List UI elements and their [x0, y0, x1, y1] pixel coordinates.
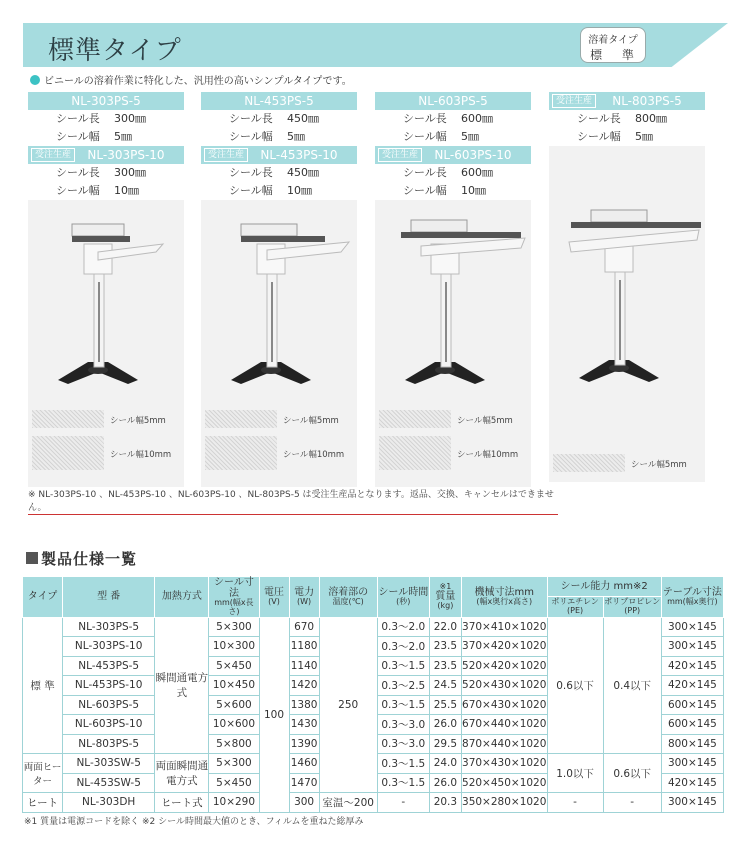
table-row	[23, 617, 724, 637]
cell-heating: 両面瞬間通電方式	[155, 754, 209, 793]
cell-type: ヒート	[23, 793, 63, 813]
spec-key: シール長	[229, 112, 273, 125]
cell-mass: 23.5	[429, 656, 461, 676]
square-icon	[26, 552, 38, 564]
cell-mass: 25.5	[429, 695, 461, 715]
cell-dims: 520×450×1020	[461, 773, 547, 793]
page-title: 標準タイプ	[48, 36, 182, 66]
cell-model: NL-453SW-5	[63, 773, 155, 793]
spec-value: 10㎜	[461, 184, 486, 197]
model-name: NL-303PS-10	[87, 148, 165, 162]
cell-mass: 23.5	[429, 637, 461, 657]
cell-type: 両面ヒーター	[23, 754, 63, 793]
cell-seal: 10×450	[209, 676, 259, 696]
cell-power: 1180	[289, 637, 319, 657]
spec-row	[201, 182, 357, 200]
intro-text	[30, 72, 352, 87]
spec-value: 10㎜	[287, 184, 312, 197]
cell-voltage: 100	[259, 617, 289, 812]
th-unit: (kg)	[437, 601, 454, 611]
spec-row	[28, 128, 184, 146]
cell-model: NL-603PS-10	[63, 715, 155, 735]
cell-seal: 10×600	[209, 715, 259, 735]
cell-temp: 室温～200	[319, 793, 377, 813]
cell-pe: 1.0以下	[547, 754, 603, 793]
cell-type: 標 準	[23, 617, 63, 754]
cell-table: 420×145	[661, 656, 723, 676]
cell-pp: -	[603, 793, 661, 813]
th-mass	[429, 577, 461, 618]
spec-value: 5㎜	[287, 130, 305, 143]
cell-pe: 0.6以下	[547, 617, 603, 754]
th-unit: (PP)	[624, 605, 641, 615]
cell-model: NL-803PS-5	[63, 734, 155, 754]
machine-image	[549, 200, 705, 400]
th-text: シール時間	[378, 586, 429, 598]
spec-key: シール幅	[56, 130, 100, 143]
seal-sample-10mm	[205, 436, 277, 470]
cell-heating: ヒート式	[155, 793, 209, 813]
product-panel-1	[28, 92, 184, 487]
product-panel-3	[375, 92, 531, 487]
cell-pe: -	[547, 793, 603, 813]
th-power	[289, 577, 319, 618]
cell-power: 1460	[289, 754, 319, 774]
cell-temp: 250	[319, 617, 377, 793]
th-pe	[547, 597, 603, 617]
cell-table: 300×145	[661, 754, 723, 774]
th-text: 電力	[294, 586, 315, 598]
spec-row	[201, 110, 357, 128]
th-text: シール寸法	[214, 577, 254, 599]
cell-model: NL-453PS-5	[63, 656, 155, 676]
cell-table: 600×145	[661, 715, 723, 735]
spec-key: シール幅	[229, 184, 273, 197]
seal-sample-10mm	[379, 436, 451, 470]
spec-row	[549, 128, 705, 146]
cell-dims: 370×430×1020	[461, 754, 547, 774]
th-unit: mm(幅x奥行)	[667, 596, 718, 606]
cell-mass: 26.0	[429, 773, 461, 793]
th-time	[377, 577, 429, 618]
spec-value: 600㎜	[461, 112, 493, 125]
cell-model: NL-303DH	[63, 793, 155, 813]
spec-row	[28, 182, 184, 200]
th-type: タイプ	[23, 577, 63, 618]
spec-value: 300㎜	[114, 166, 146, 179]
machine-image	[201, 202, 357, 402]
model-name: NL-453PS-5	[244, 94, 314, 108]
product-panel-2	[201, 92, 357, 487]
spec-value: 5㎜	[114, 130, 132, 143]
cell-time: 0.3～3.0	[377, 715, 429, 735]
table-row	[23, 793, 724, 813]
model-header	[28, 146, 184, 164]
cell-dims: 370×420×1020	[461, 637, 547, 657]
spec-key: シール長	[577, 112, 621, 125]
cell-model: NL-603PS-5	[63, 695, 155, 715]
swatch-label: シール幅10mm	[283, 450, 345, 460]
cell-time: 0.3～3.0	[377, 734, 429, 754]
cell-model: NL-453PS-10	[63, 676, 155, 696]
model-header	[201, 92, 357, 110]
th-text: 電圧	[264, 586, 285, 598]
cell-pp: 0.4以下	[603, 617, 661, 754]
cell-heating: 瞬間通電方式	[155, 617, 209, 754]
swatch-label: シール幅5mm	[110, 416, 166, 426]
th-text: ポリプロピレン	[604, 597, 661, 607]
spec-value: 450㎜	[287, 112, 319, 125]
cell-time: 0.3～1.5	[377, 773, 429, 793]
th-heating: 加熱方式	[155, 577, 209, 618]
th-text: 機械寸法mm	[474, 586, 534, 598]
th-dims	[461, 577, 547, 618]
model-header	[28, 92, 184, 110]
th-text: テーブル寸法	[662, 586, 722, 598]
order-tag: 受注生産	[204, 148, 248, 162]
th-unit: (V)	[268, 596, 280, 606]
th-unit: mm(幅x長さ)	[214, 598, 254, 616]
spec-value: 5㎜	[461, 130, 479, 143]
spec-key: シール幅	[577, 130, 621, 143]
cell-mass: 22.0	[429, 617, 461, 637]
seal-sample-5mm	[553, 454, 625, 472]
badge-line2: 標 準	[590, 48, 642, 62]
th-text: 質量	[435, 591, 456, 603]
model-name: NL-603PS-5	[418, 94, 488, 108]
product-panel-4	[549, 92, 705, 482]
th-seal-size	[209, 577, 259, 618]
model-name: NL-803PS-5	[612, 94, 682, 108]
cell-table: 300×145	[661, 617, 723, 637]
th-table-size	[661, 577, 723, 618]
seal-sample-5mm	[379, 410, 451, 428]
cell-dims: 670×430×1020	[461, 695, 547, 715]
cell-power: 1140	[289, 656, 319, 676]
cell-table: 600×145	[661, 695, 723, 715]
spec-row	[375, 110, 531, 128]
cell-dims: 520×430×1020	[461, 676, 547, 696]
cell-table: 300×145	[661, 637, 723, 657]
cell-power: 1430	[289, 715, 319, 735]
cell-seal: 5×450	[209, 773, 259, 793]
cell-power: 300	[289, 793, 319, 813]
th-temp	[319, 577, 377, 618]
spec-row	[28, 164, 184, 182]
spec-table	[22, 576, 724, 813]
spec-value: 600㎜	[461, 166, 493, 179]
model-header	[375, 146, 531, 164]
cell-time: 0.3～1.5	[377, 695, 429, 715]
model-name: NL-453PS-10	[260, 148, 338, 162]
cell-power: 1380	[289, 695, 319, 715]
th-pp	[603, 597, 661, 617]
swatch-label: シール幅10mm	[110, 450, 172, 460]
machine-image	[375, 202, 531, 402]
cell-model: NL-303PS-10	[63, 637, 155, 657]
spec-value: 800㎜	[635, 112, 667, 125]
cell-dims: 870×440×1020	[461, 734, 547, 754]
cell-dims: 350×280×1020	[461, 793, 547, 813]
cell-time: 0.3～2.0	[377, 617, 429, 637]
machine-image	[28, 202, 184, 402]
table-note: ※1 質量は電源コードを除く ※2 シール時間最大値のとき、フィルムを重ねた総厚み	[24, 817, 364, 827]
th-mark: ※1	[439, 581, 452, 591]
spec-value: 450㎜	[287, 166, 319, 179]
cell-mass: 24.0	[429, 754, 461, 774]
seal-sample-5mm	[205, 410, 277, 428]
cell-seal: 5×450	[209, 656, 259, 676]
spec-row	[375, 182, 531, 200]
spec-value: 300㎜	[114, 112, 146, 125]
spec-value: 5㎜	[635, 130, 653, 143]
swatch-label: シール幅5mm	[457, 416, 513, 426]
section-title-text: 製品仕様一覧	[41, 550, 138, 568]
spec-key: シール長	[229, 166, 273, 179]
spec-key: シール幅	[56, 184, 100, 197]
th-text: ポリエチレン	[551, 597, 599, 607]
cell-time: 0.3～2.5	[377, 676, 429, 696]
model-header	[375, 92, 531, 110]
th-model: 型 番	[63, 577, 155, 618]
spec-key: シール長	[56, 166, 100, 179]
th-unit: 温度(℃)	[332, 596, 364, 606]
cell-power: 1390	[289, 734, 319, 754]
swatch-label: シール幅10mm	[457, 450, 519, 460]
cell-power: 670	[289, 617, 319, 637]
spec-key: シール幅	[403, 184, 447, 197]
th-capacity: シール能力 mm※2	[547, 577, 661, 597]
cell-pp: 0.6以下	[603, 754, 661, 793]
spec-key: シール長	[403, 112, 447, 125]
th-unit: (幅x奥行x高さ)	[476, 596, 533, 606]
spec-row	[549, 110, 705, 128]
cell-time: 0.3～1.5	[377, 754, 429, 774]
order-tag: 受注生産	[552, 94, 596, 108]
spec-row	[375, 164, 531, 182]
cell-dims: 370×410×1020	[461, 617, 547, 637]
intro-label: ビニールの溶着作業に特化した、汎用性の高いシンプルタイプです。	[44, 76, 352, 87]
badge-line1: 溶着タイプ	[588, 35, 638, 46]
cell-seal: 10×300	[209, 637, 259, 657]
th-unit: (秒)	[396, 596, 411, 606]
bullet-dot-icon	[30, 75, 40, 85]
th-unit: (PE)	[567, 605, 584, 615]
order-tag: 受注生産	[31, 148, 75, 162]
cell-seal: 5×300	[209, 617, 259, 637]
model-header	[201, 146, 357, 164]
spec-value: 10㎜	[114, 184, 139, 197]
swatch-label: シール幅5mm	[631, 460, 687, 470]
cell-time: 0.3～2.0	[377, 637, 429, 657]
section-title	[26, 548, 137, 569]
th-unit: (W)	[297, 596, 312, 606]
model-header	[549, 92, 705, 110]
cell-table: 800×145	[661, 734, 723, 754]
spec-key: シール幅	[403, 130, 447, 143]
model-name: NL-303PS-5	[71, 94, 141, 108]
type-badge	[580, 27, 646, 63]
cell-mass: 24.5	[429, 676, 461, 696]
spec-key: シール幅	[229, 130, 273, 143]
cell-table: 300×145	[661, 793, 723, 813]
spec-row	[375, 128, 531, 146]
cell-table: 420×145	[661, 676, 723, 696]
spec-row	[201, 164, 357, 182]
order-tag: 受注生産	[378, 148, 422, 162]
cell-mass: 20.3	[429, 793, 461, 813]
spec-row	[201, 128, 357, 146]
th-text: 溶着部の	[328, 586, 369, 598]
cell-dims: 670×440×1020	[461, 715, 547, 735]
seal-sample-5mm	[32, 410, 104, 428]
model-name: NL-603PS-10	[434, 148, 512, 162]
th-voltage	[259, 577, 289, 618]
spec-key: シール長	[56, 112, 100, 125]
cell-seal: 5×300	[209, 754, 259, 774]
cell-model: NL-303SW-5	[63, 754, 155, 774]
cell-seal: 5×800	[209, 734, 259, 754]
swatch-label: シール幅5mm	[283, 416, 339, 426]
cell-time: 0.3～1.5	[377, 656, 429, 676]
cell-dims: 520×420×1020	[461, 656, 547, 676]
seal-sample-10mm	[32, 436, 104, 470]
cell-mass: 26.0	[429, 715, 461, 735]
cell-time: -	[377, 793, 429, 813]
cell-table: 420×145	[661, 773, 723, 793]
cell-mass: 29.5	[429, 734, 461, 754]
order-footnote: ※ NL-303PS-10 、NL-453PS-10 、NL-603PS-10 、NL-803PS-5 は受注生産品となります。返品、交換、キャンセルはできません。	[28, 487, 558, 515]
cell-model: NL-303PS-5	[63, 617, 155, 637]
cell-power: 1420	[289, 676, 319, 696]
spec-key: シール長	[403, 166, 447, 179]
cell-seal: 10×290	[209, 793, 259, 813]
cell-power: 1470	[289, 773, 319, 793]
spec-row	[28, 110, 184, 128]
cell-seal: 5×600	[209, 695, 259, 715]
